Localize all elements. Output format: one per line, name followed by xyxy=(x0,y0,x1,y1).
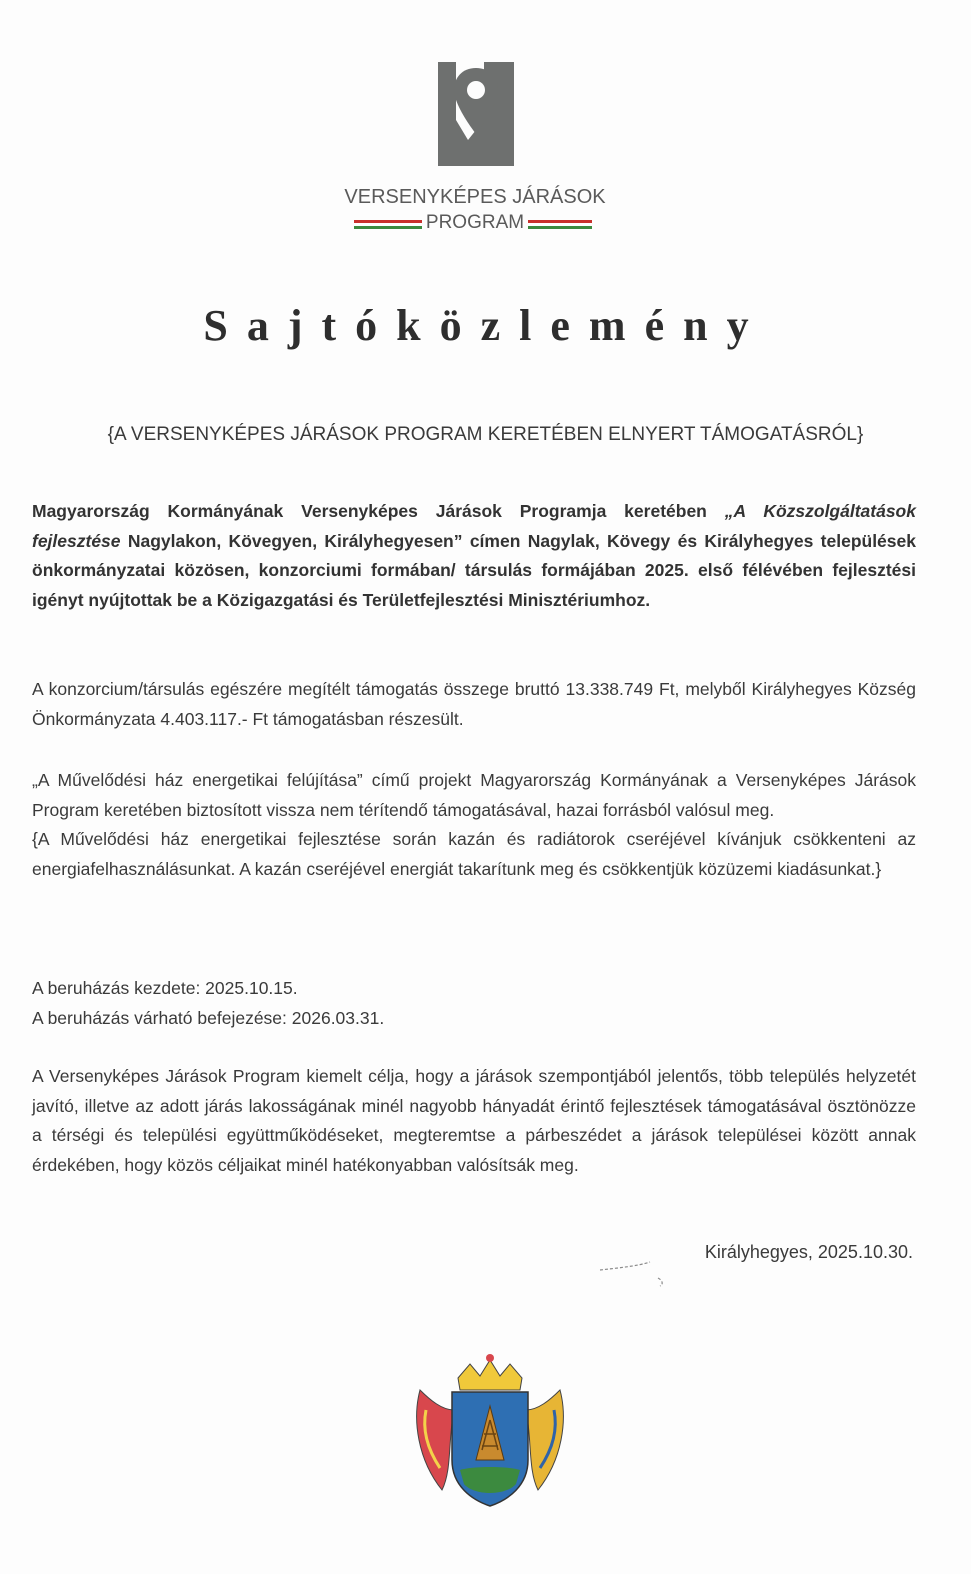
signature-mark xyxy=(598,1250,688,1290)
intro-project-title: „A Közszolgáltatások fejlesztése xyxy=(32,501,916,551)
logo-text-line1: VERSENYKÉPES JÁRÁSOK xyxy=(344,186,606,208)
paragraph-intro xyxy=(32,497,916,615)
intro-text-a: Magyarország Kormányának Versenyképes Járások Programja keretében xyxy=(32,501,725,521)
paragraph-schedule xyxy=(32,974,916,1033)
start-date: A beruházás kezdete: 2025.10.15. xyxy=(32,978,298,998)
flag-stripe-left xyxy=(354,220,422,229)
place-date: Királyhegyes, 2025.10.30. xyxy=(704,1242,913,1262)
intro-text-c: Nagylakon, Kövegyen, Királyhegyesen” címen Nagylak, Kövegy és Királyhegyes települések önkormányzatai közösen, konzorciumi formában/ társulás formájában 2025. első félévében fejlesztési igényt nyújtottak be a Közigazgatási és Területfejlesztési Minisztériumhoz. xyxy=(32,530,916,610)
paragraph-funding: A konzorcium/társulás egészére megítélt támogatás összege bruttó 13.338.749 Ft, melyből Királyhegyes Község Önkormányzata 4.403.117.- Ft támogatásban részesült. xyxy=(32,679,916,729)
project-details: {A Művelődési ház energetikai fejlesztése során kazán és radiátorok cseréjével kívánjuk csökkenteni az energiafelhasználásunkat. A kazán cseréjével energiát takarítunk meg és csökkentjük közüzemi kiadásunkat.} xyxy=(32,829,916,879)
coat-of-arms-icon xyxy=(412,1350,568,1510)
paragraph-program-goal: A Versenyképes Járások Program kiemelt célja, hogy a járások szempontjából jelentős, több település helyzetét javító, illetve az adott járás lakosságának minél nagyobb hányadát érintő fejlesztések támogatásával ösztönözze a térségi és települési együttműködéseket, megteremtse a párbeszédet a járások települései között annak érdekében, hogy közös céljaikat minél hatékonyabban valósítsák meg. xyxy=(32,1066,916,1175)
flag-stripe-right xyxy=(528,220,592,229)
page-title: Sajtóközlemény xyxy=(203,301,768,350)
project-description: „A Művelődési ház energetikai felújítása” című projekt Magyarország Kormányának a Versenyképes Járások Program keretében biztosított vissza nem térítendő támogatásával, hazai forrásból valósul meg. xyxy=(32,770,916,820)
paragraph-project xyxy=(32,766,916,884)
end-date: A beruházás várható befejezése: 2026.03.31. xyxy=(32,1007,385,1028)
document-subtitle: {A VERSENYKÉPES JÁRÁSOK PROGRAM KERETÉBEN ELNYERT TÁMOGATÁSRÓL} xyxy=(107,424,864,445)
logo-text-line2: PROGRAM xyxy=(425,212,525,233)
program-logo-icon xyxy=(438,62,514,166)
